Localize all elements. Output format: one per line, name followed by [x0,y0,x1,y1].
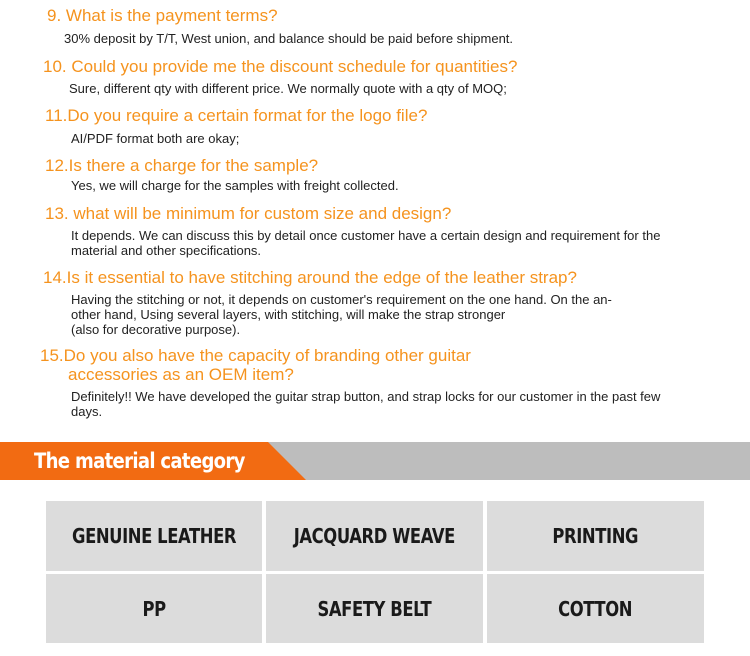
faq-answer-14-line2: other hand, Using several layers, with stitching, will make the strap stronger [71,307,506,322]
material-label: COTTON [558,596,633,621]
material-category-banner [0,442,750,480]
faq-answer-15-line1: Definitely!! We have developed the guitar strap button, and strap locks for our customer in the past few [71,389,661,404]
faq-answer-14-line3: (also for decorative purpose). [71,322,241,337]
faq-answer-15-line2: days. [71,404,103,419]
faq-question-9: 9. What is the payment terms? [47,6,278,25]
material-label: SAFETY BELT [317,596,432,621]
material-tile-pp [46,574,262,643]
faq-question-15-line2: accessories as an OEM item? [68,365,294,384]
material-tile-printing [487,501,704,571]
faq-question-10: 10. Could you provide me the discount schedule for quantities? [43,57,518,76]
material-label: PRINTING [552,524,639,548]
faq-answer-13-line2: material and other specifications. [71,243,262,258]
material-label: PP [142,596,166,621]
faq-question-14: 14.Is it essential to have stitching around the edge of the leather strap? [43,268,577,287]
faq-question-15-line1: 15.Do you also have the capacity of branding other guitar [40,346,471,365]
faq-question-13: 13. what will be minimum for custom size and design? [45,204,452,223]
material-tile-genuine-leather [46,501,262,571]
faq-answer-11: AI/PDF format both are okay; [71,131,240,146]
faq-answer-14-line1: Having the stitching or not, it depends on customer's requirement on the one hand. On the an- [71,292,612,307]
material-label: GENUINE LEATHER [71,524,237,548]
faq-answer-10: Sure, different qty with different price. We normally quote with a qty of MOQ; [69,81,507,96]
faq-answer-9: 30% deposit by T/T, West union, and balance should be paid before shipment. [64,31,514,46]
faq-answer-13-line1: It depends. We can discuss this by detail once customer have a certain design and requirement for the [71,228,661,243]
material-label: JACQUARD WEAVE [293,524,456,548]
faq-question-11: 11.Do you require a certain format for the logo file? [45,106,428,125]
faq-answer-12: Yes, we will charge for the samples with freight collected. [71,178,399,193]
material-tile-jacquard-weave [266,501,483,571]
material-tile-safety-belt [266,574,483,643]
material-tile-cotton [487,574,704,643]
faq-question-12: 12.Is there a charge for the sample? [45,156,319,175]
section-title: The material category [34,449,245,473]
